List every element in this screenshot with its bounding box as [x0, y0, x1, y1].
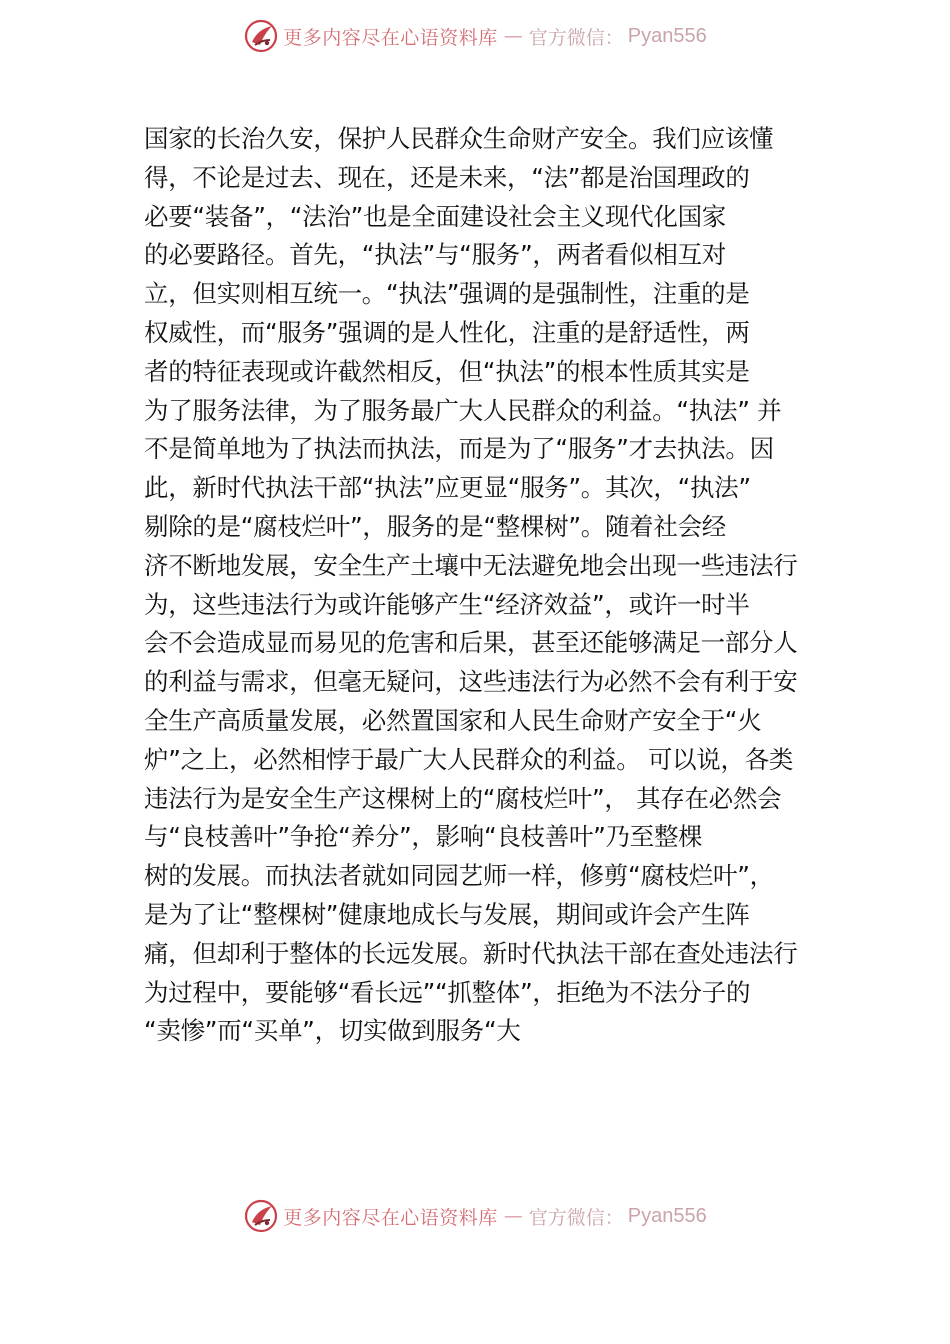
watermark-wechat-label: 官方微信： [528, 26, 624, 49]
body-line: 的利益与需求，但毫无疑问，这些违法行为必然不会有利于安 [144, 667, 798, 697]
body-line: 得，不论是过去、现在，还是未来，“法”都是治国理政的 [144, 162, 750, 192]
body-line: 此，新时代执法干部“执法”应更显“服务”。其次，“执法” [144, 473, 751, 503]
body-line: 必要“装备”，“法治”也是全面建设社会主义现代化国家 [144, 201, 726, 231]
body-line: 炉”之上，必然相悖于最广大人民群众的利益。 可以说，各类 [144, 744, 794, 774]
body-line: 国家的长治久安，保护人民群众生命财产安全。我们应该懂 [144, 124, 774, 153]
body-line: 为了服务法律，为了服务最广大人民群众的利益。“执法” 并 [144, 395, 782, 425]
header-watermark-inner [243, 18, 707, 54]
body-line: 者的特征表现或许截然相反，但“执法”的根本性质其实是 [144, 356, 750, 386]
watermark-wechat-id: Pyan556 [627, 24, 707, 47]
body-line: 济不断地发展，安全生产土壤中无法避免地会出现一些违法行 [144, 550, 798, 580]
header-watermark [0, 14, 950, 58]
body-line: 为，这些违法行为或许能够产生“经济效益”，或许一时半 [144, 589, 750, 619]
watermark-text: 更多内容尽在心语资料库 [283, 26, 498, 49]
body-line: 树的发展。而执法者就如同园艺师一样，修剪“腐枝烂叶”， [144, 861, 774, 891]
body-line: 为过程中，要能够“看长远”“抓整体”，拒绝为不法分子的 [144, 977, 751, 1007]
body-line: 不是简单地为了执法而执法，而是为了“服务”才去执法。因 [144, 434, 774, 464]
body-line: 立，但实则相互统一。“执法”强调的是强制性，注重的是 [144, 279, 750, 309]
watermark-text: 更多内容尽在心语资料库 [283, 1206, 498, 1229]
body-line: 是为了让“整棵树”健康地成长与发展，期间或许会产生阵 [144, 899, 750, 929]
body-line: “卖惨”而“买单”，切实做到服务“大 [144, 1016, 521, 1046]
watermark-wechat-id: Pyan556 [627, 1204, 707, 1227]
body-line: 与“良枝善叶”争抢“养分”，影响“良枝善叶”乃至整棵 [144, 822, 703, 852]
brand-logo-icon [243, 18, 279, 54]
body-line: 权威性，而“服务”强调的是人性化，注重的是舒适性，两 [144, 317, 750, 347]
footer-watermark [0, 1194, 950, 1238]
body-line: 的必要路径。首先，“执法”与“服务”，两者看似相互对 [144, 240, 726, 270]
document-body [144, 120, 824, 1051]
body-line: 违法行为是安全生产这棵树上的“腐枝烂叶”， 其存在必然会 [144, 783, 782, 813]
watermark-wechat-label: 官方微信： [528, 1206, 624, 1229]
body-line: 全生产高质量发展，必然置国家和人民生命财产安全于“火 [144, 705, 762, 735]
footer-watermark-inner [243, 1198, 707, 1234]
body-line: 会不会造成显而易见的危害和后果，甚至还能够满足一部分人 [144, 628, 798, 658]
watermark-separator: — [503, 25, 523, 47]
body-line: 痛，但却利于整体的长远发展。新时代执法干部在查处违法行 [144, 938, 798, 968]
body-line: 剔除的是“腐枝烂叶”，服务的是“整棵树”。随着社会经 [144, 511, 726, 541]
watermark-separator: — [503, 1205, 523, 1227]
brand-logo-icon [243, 1198, 279, 1234]
